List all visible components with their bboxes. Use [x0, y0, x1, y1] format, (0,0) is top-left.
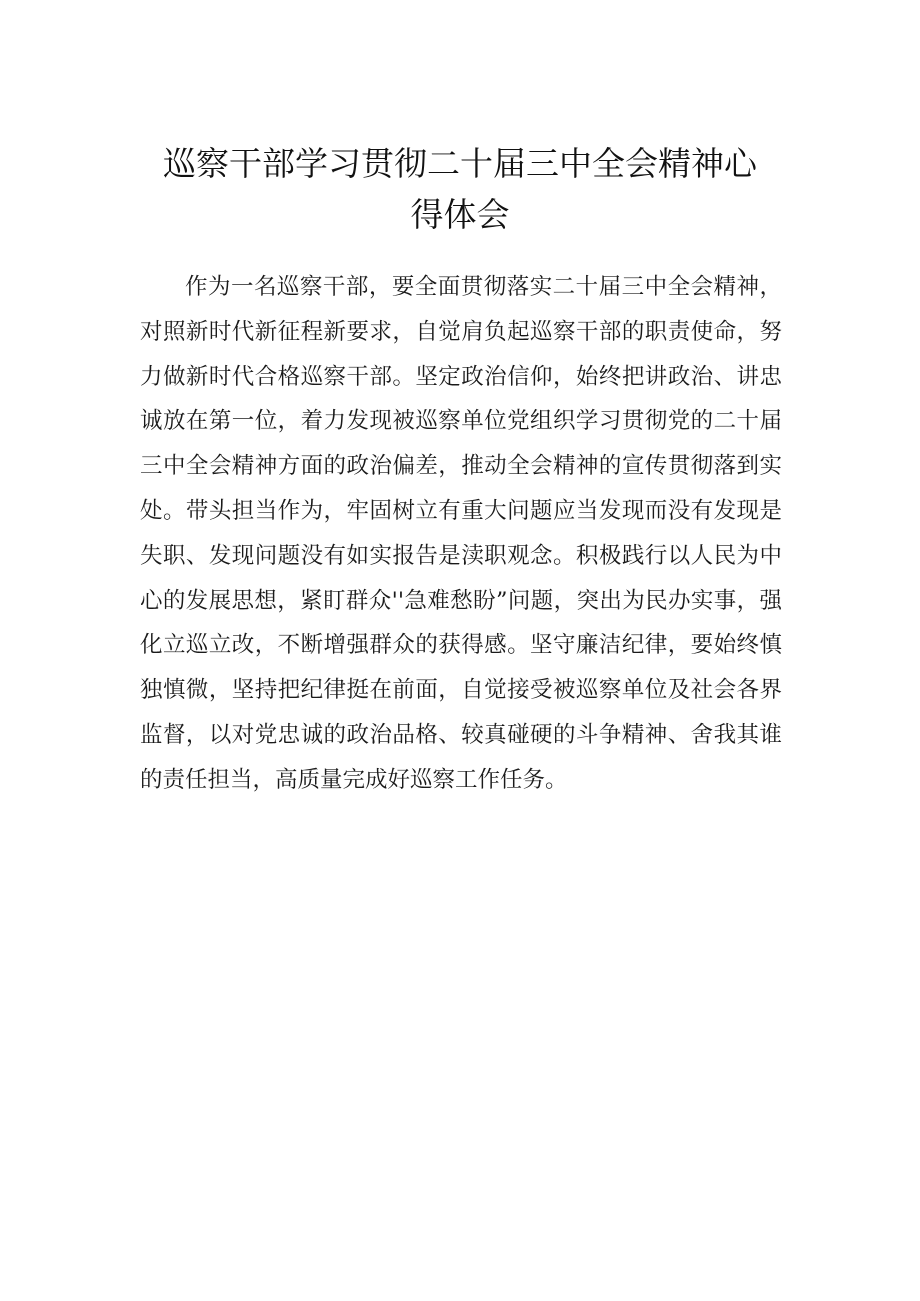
title-line-1: 巡察干部学习贯彻二十届三中全会精神心 [163, 144, 757, 183]
title-line-2: 得体会 [410, 195, 510, 234]
document-title [140, 138, 780, 240]
body-paragraph: 作为一名巡察干部，要全面贯彻落实二十届三中全会精神，对照新时代新征程新要求，自觉肩负起巡察干部的职责使命，努力做新时代合格巡察干部。坚定政治信仰，始终把讲政治、讲忠诚放在第一位，着力发现被巡察单位党组织学习贯彻党的二十届三中全会精神方面的政治偏差，推动全会精神的宣传贯彻落到实处。带头担当作为，牢固树立有重大问题应当发现而没有发现是失职、发现问题没有如实报告是渎职观念。积极践行以人民为中心的发展思想，紧盯群众''急难愁盼”问题，突出为民办实事，强化立巡立改，不断增强群众的获得感。坚守廉洁纪律，要始终慎独慎微，坚持把纪律挺在前面，自觉接受被巡察单位及社会各界监督，以对党忠诚的政治品格、较真碰硬的斗争精神、舍我其谁的责任担当，高质量完成好巡察工作任务。 [140, 274, 782, 793]
